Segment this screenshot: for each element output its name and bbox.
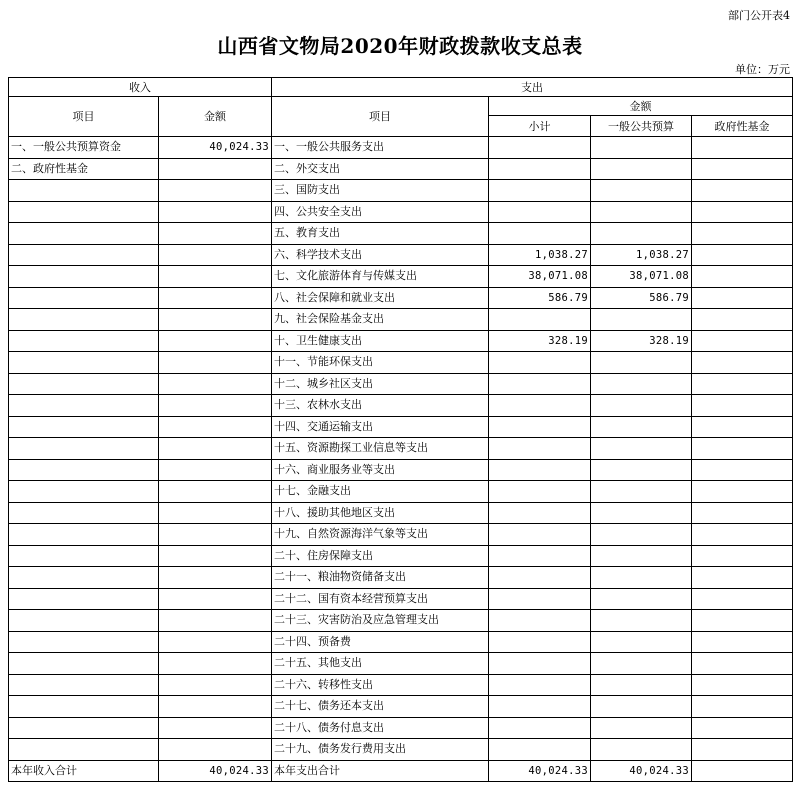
gov-fund-cell <box>692 201 793 223</box>
expense-item-cell: 十五、资源勘探工业信息等支出 <box>272 438 489 460</box>
table-row <box>9 180 793 202</box>
subtotal-cell <box>489 674 591 696</box>
general-budget-cell <box>591 481 692 503</box>
income-item-cell <box>9 524 159 546</box>
gov-fund-cell <box>692 352 793 374</box>
gov-fund-cell <box>692 244 793 266</box>
income-header: 收入 <box>9 78 272 97</box>
income-item-cell: 二、政府性基金 <box>9 158 159 180</box>
income-total-label: 本年收入合计 <box>9 760 159 782</box>
gov-fund-cell <box>692 674 793 696</box>
general-budget-cell <box>591 416 692 438</box>
general-budget-cell: 328.19 <box>591 330 692 352</box>
table-row <box>9 395 793 417</box>
gov-fund-cell <box>692 502 793 524</box>
income-item-cell <box>9 330 159 352</box>
gov-fund-cell <box>692 631 793 653</box>
general-budget-cell <box>591 395 692 417</box>
income-item-cell <box>9 438 159 460</box>
expense-item-cell: 十一、节能环保支出 <box>272 352 489 374</box>
income-item-cell <box>9 717 159 739</box>
income-item-cell <box>9 201 159 223</box>
table-row <box>9 223 793 245</box>
income-item-cell <box>9 653 159 675</box>
expense-item-cell: 五、教育支出 <box>272 223 489 245</box>
income-item-header: 项目 <box>9 97 159 137</box>
gov-fund-cell <box>692 545 793 567</box>
expense-item-cell: 十九、自然资源海洋气象等支出 <box>272 524 489 546</box>
gov-fund-cell <box>692 610 793 632</box>
table-row <box>9 481 793 503</box>
general-budget-cell: 1,038.27 <box>591 244 692 266</box>
subtotal-cell <box>489 631 591 653</box>
table-row <box>9 373 793 395</box>
gov-fund-cell <box>692 567 793 589</box>
subtotal-cell <box>489 158 591 180</box>
income-amount-cell <box>159 352 272 374</box>
gov-fund-cell <box>692 158 793 180</box>
document-code: 部门公开表4 <box>728 9 790 22</box>
gov-fund-cell <box>692 438 793 460</box>
income-amount-cell <box>159 266 272 288</box>
gov-fund-cell <box>692 717 793 739</box>
general-budget-cell <box>591 567 692 589</box>
gov-fund-cell <box>692 696 793 718</box>
income-item-cell <box>9 352 159 374</box>
subtotal-cell: 38,071.08 <box>489 266 591 288</box>
income-item-cell <box>9 588 159 610</box>
subtotal-total: 40,024.33 <box>489 760 591 782</box>
income-amount-cell <box>159 653 272 675</box>
gov-fund-cell <box>692 653 793 675</box>
income-amount-cell <box>159 739 272 761</box>
gov-fund-cell <box>692 223 793 245</box>
income-item-cell <box>9 739 159 761</box>
table-row <box>9 610 793 632</box>
income-amount-cell <box>159 696 272 718</box>
general-budget-cell <box>591 158 692 180</box>
gov-fund-cell <box>692 481 793 503</box>
income-amount-cell <box>159 416 272 438</box>
general-budget-cell <box>591 201 692 223</box>
expense-item-cell: 二十、住房保障支出 <box>272 545 489 567</box>
table-row <box>9 459 793 481</box>
subtotal-cell <box>489 373 591 395</box>
income-amount-cell <box>159 438 272 460</box>
general-budget-cell <box>591 180 692 202</box>
income-amount-cell <box>159 180 272 202</box>
expense-item-cell: 二十四、预备费 <box>272 631 489 653</box>
subtotal-cell <box>489 717 591 739</box>
table-row <box>9 717 793 739</box>
subtotal-cell <box>489 352 591 374</box>
table-row <box>9 309 793 331</box>
gov-fund-cell <box>692 287 793 309</box>
table-row <box>9 287 793 309</box>
expense-item-cell: 二十九、债务发行费用支出 <box>272 739 489 761</box>
subtotal-cell <box>489 309 591 331</box>
subtotal-cell <box>489 545 591 567</box>
expense-item-cell: 九、社会保险基金支出 <box>272 309 489 331</box>
income-item-cell: 一、一般公共预算资金 <box>9 137 159 159</box>
general-budget-total: 40,024.33 <box>591 760 692 782</box>
total-row <box>9 760 793 782</box>
table-row <box>9 739 793 761</box>
income-amount-cell <box>159 309 272 331</box>
income-item-cell <box>9 309 159 331</box>
subtotal-cell: 1,038.27 <box>489 244 591 266</box>
expense-item-cell: 十八、援助其他地区支出 <box>272 502 489 524</box>
income-item-cell <box>9 180 159 202</box>
subtotal-cell <box>489 180 591 202</box>
gov-fund-cell <box>692 309 793 331</box>
income-amount-cell <box>159 717 272 739</box>
subtotal-cell <box>489 739 591 761</box>
subtotal-cell <box>489 201 591 223</box>
table-row <box>9 631 793 653</box>
table-row <box>9 244 793 266</box>
general-budget-cell <box>591 352 692 374</box>
income-item-cell <box>9 696 159 718</box>
expense-item-cell: 十三、农林水支出 <box>272 395 489 417</box>
gov-fund-cell <box>692 266 793 288</box>
income-item-cell <box>9 610 159 632</box>
income-item-cell <box>9 266 159 288</box>
subtotal-cell <box>489 137 591 159</box>
income-item-cell <box>9 502 159 524</box>
gov-fund-cell <box>692 739 793 761</box>
subtotal-cell <box>489 481 591 503</box>
income-amount-cell <box>159 588 272 610</box>
income-item-cell <box>9 631 159 653</box>
expense-item-cell: 十四、交通运输支出 <box>272 416 489 438</box>
income-item-cell <box>9 567 159 589</box>
header-row-group <box>9 78 793 97</box>
page-title: 山西省文物局2020年财政拨款收支总表 <box>217 34 583 58</box>
income-amount-cell: 40,024.33 <box>159 137 272 159</box>
gov-fund-cell <box>692 395 793 417</box>
table-row <box>9 502 793 524</box>
general-budget-cell <box>591 438 692 460</box>
fiscal-summary-table <box>8 77 793 782</box>
expense-item-cell: 二十八、债务付息支出 <box>272 717 489 739</box>
income-item-cell <box>9 244 159 266</box>
income-amount-cell <box>159 524 272 546</box>
general-budget-header: 一般公共预算 <box>591 116 692 137</box>
income-amount-cell <box>159 201 272 223</box>
income-item-cell <box>9 395 159 417</box>
general-budget-cell <box>591 373 692 395</box>
table-row <box>9 653 793 675</box>
gov-fund-cell <box>692 137 793 159</box>
expense-item-cell: 一、一般公共服务支出 <box>272 137 489 159</box>
subtotal-cell <box>489 567 591 589</box>
income-item-cell <box>9 287 159 309</box>
income-amount-cell <box>159 567 272 589</box>
table-row <box>9 545 793 567</box>
income-item-cell <box>9 545 159 567</box>
table-row <box>9 330 793 352</box>
table-row <box>9 416 793 438</box>
subtotal-cell <box>489 223 591 245</box>
income-amount-cell <box>159 459 272 481</box>
general-budget-cell <box>591 653 692 675</box>
expense-item-cell: 二十一、粮油物资储备支出 <box>272 567 489 589</box>
expense-item-cell: 二十六、转移性支出 <box>272 674 489 696</box>
table-row <box>9 201 793 223</box>
gov-fund-cell <box>692 588 793 610</box>
table-row <box>9 524 793 546</box>
income-amount-cell <box>159 631 272 653</box>
subtotal-cell <box>489 416 591 438</box>
expense-item-cell: 八、社会保障和就业支出 <box>272 287 489 309</box>
expense-header: 支出 <box>272 78 793 97</box>
income-item-cell <box>9 459 159 481</box>
income-amount-cell <box>159 674 272 696</box>
subtotal-cell <box>489 438 591 460</box>
subtotal-cell <box>489 524 591 546</box>
subtotal-cell: 586.79 <box>489 287 591 309</box>
income-amount-cell <box>159 373 272 395</box>
subtotal-cell <box>489 588 591 610</box>
expense-item-cell: 二十七、债务还本支出 <box>272 696 489 718</box>
income-amount-header: 金额 <box>159 97 272 137</box>
gov-fund-cell <box>692 180 793 202</box>
general-budget-cell <box>591 309 692 331</box>
table-row <box>9 438 793 460</box>
table-row <box>9 696 793 718</box>
table-row <box>9 674 793 696</box>
expense-item-cell: 四、公共安全支出 <box>272 201 489 223</box>
general-budget-cell <box>591 717 692 739</box>
income-total-amount: 40,024.33 <box>159 760 272 782</box>
expense-item-header: 项目 <box>272 97 489 137</box>
subtotal-cell <box>489 459 591 481</box>
table-row <box>9 567 793 589</box>
subtotal-cell <box>489 653 591 675</box>
expense-item-cell: 十、卫生健康支出 <box>272 330 489 352</box>
gov-fund-cell <box>692 524 793 546</box>
gov-fund-cell <box>692 416 793 438</box>
expense-item-cell: 二十二、国有资本经营预算支出 <box>272 588 489 610</box>
expense-item-cell: 十二、城乡社区支出 <box>272 373 489 395</box>
general-budget-cell <box>591 524 692 546</box>
expense-item-cell: 七、文化旅游体育与传媒支出 <box>272 266 489 288</box>
income-item-cell <box>9 416 159 438</box>
general-budget-cell <box>591 459 692 481</box>
income-item-cell <box>9 223 159 245</box>
general-budget-cell: 586.79 <box>591 287 692 309</box>
general-budget-cell <box>591 502 692 524</box>
subtotal-cell <box>489 395 591 417</box>
expense-item-cell: 二十三、灾害防治及应急管理支出 <box>272 610 489 632</box>
income-item-cell <box>9 481 159 503</box>
income-amount-cell <box>159 502 272 524</box>
general-budget-cell <box>591 545 692 567</box>
income-amount-cell <box>159 330 272 352</box>
general-budget-cell <box>591 588 692 610</box>
income-amount-cell <box>159 223 272 245</box>
subtotal-header: 小计 <box>489 116 591 137</box>
general-budget-cell <box>591 610 692 632</box>
general-budget-cell <box>591 137 692 159</box>
expense-item-cell: 十六、商业服务业等支出 <box>272 459 489 481</box>
expense-total-label: 本年支出合计 <box>272 760 489 782</box>
income-amount-cell <box>159 610 272 632</box>
general-budget-cell: 38,071.08 <box>591 266 692 288</box>
subtotal-cell: 328.19 <box>489 330 591 352</box>
income-amount-cell <box>159 395 272 417</box>
gov-fund-cell <box>692 459 793 481</box>
general-budget-cell <box>591 696 692 718</box>
header-row-columns <box>9 97 793 116</box>
gov-fund-header: 政府性基金 <box>692 116 793 137</box>
gov-fund-total <box>692 760 793 782</box>
income-item-cell <box>9 674 159 696</box>
subtotal-cell <box>489 610 591 632</box>
table-row <box>9 588 793 610</box>
general-budget-cell <box>591 674 692 696</box>
income-amount-cell <box>159 244 272 266</box>
general-budget-cell <box>591 739 692 761</box>
expense-item-cell: 二十五、其他支出 <box>272 653 489 675</box>
expense-item-cell: 二、外交支出 <box>272 158 489 180</box>
expense-item-cell: 六、科学技术支出 <box>272 244 489 266</box>
unit-label: 单位：万元 <box>735 63 790 76</box>
table-row <box>9 352 793 374</box>
income-amount-cell <box>159 481 272 503</box>
gov-fund-cell <box>692 330 793 352</box>
general-budget-cell <box>591 631 692 653</box>
gov-fund-cell <box>692 373 793 395</box>
income-amount-cell <box>159 158 272 180</box>
table-row <box>9 158 793 180</box>
expense-item-cell: 十七、金融支出 <box>272 481 489 503</box>
subtotal-cell <box>489 696 591 718</box>
table-row <box>9 137 793 159</box>
table-row <box>9 266 793 288</box>
income-amount-cell <box>159 545 272 567</box>
income-amount-cell <box>159 287 272 309</box>
expense-item-cell: 三、国防支出 <box>272 180 489 202</box>
general-budget-cell <box>591 223 692 245</box>
expense-amount-header: 金额 <box>489 97 793 116</box>
subtotal-cell <box>489 502 591 524</box>
income-item-cell <box>9 373 159 395</box>
